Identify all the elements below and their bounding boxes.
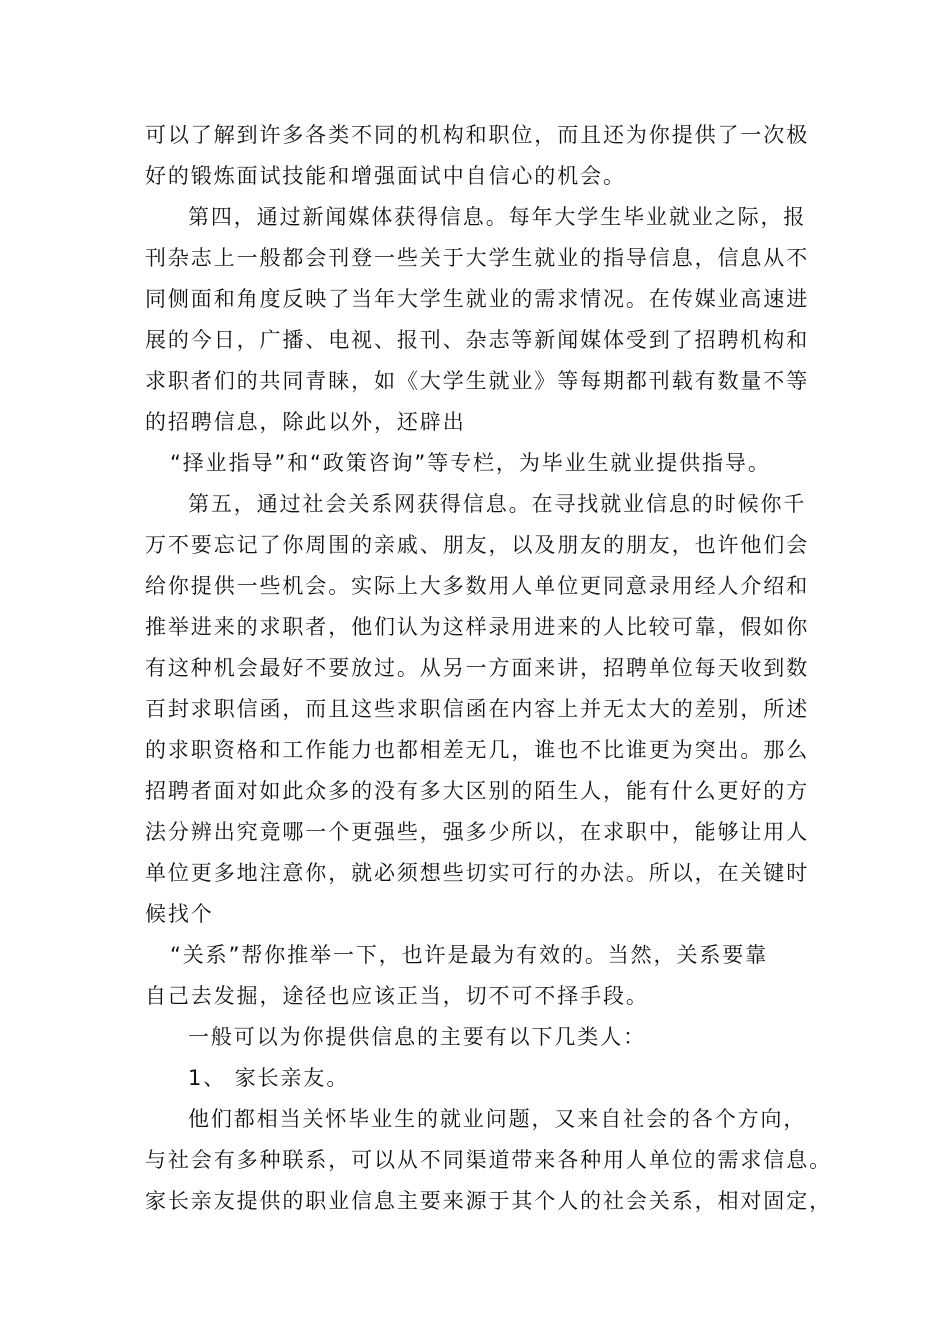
text-line: 的求职资格和工作能力也都相差无几，谁也不比谁更为突出。那么 [145, 738, 810, 762]
paragraph-start-line: 第四，通过新闻媒体获得信息。每年大学生毕业就业之际，报 [188, 205, 807, 229]
text-line: 家长亲友提供的职业信息主要来源于其个人的社会关系，相对固定， [145, 1189, 832, 1213]
paragraph-start-line: “关系”帮你推举一下，也许是最为有效的。当然，关系要靠 [170, 943, 769, 967]
text-line: 有这种机会最好不要放过。从另一方面来讲，招聘单位每天收到数 [145, 656, 810, 680]
text-line: 自己去发掘，途径也应该正当，切不可不择手段。 [145, 984, 649, 1008]
text-line: 万不要忘记了你周围的亲戚、朋友，以及朋友的朋友，也许他们会 [145, 533, 810, 557]
list-item-line: 1、 家长亲友。 [188, 1066, 350, 1090]
text-line: 刊杂志上一般都会刊登一些关于大学生就业的指导信息，信息从不 [145, 246, 810, 270]
text-line: 展的今日，广播、电视、报刊、杂志等新闻媒体受到了招聘机构和 [145, 328, 810, 352]
text-line: 给你提供一些机会。实际上大多数用人单位更同意录用经人介绍和 [145, 574, 810, 598]
text-line: 好的锻炼面试技能和增强面试中自信心的机会。 [145, 164, 626, 188]
text-line: 候找个 [145, 902, 214, 926]
text-line: 招聘者面对如此众多的没有多大区别的陌生人，能有什么更好的方 [145, 779, 810, 803]
text-line: 求职者们的共同青睐，如《大学生就业》等每期都刊载有数量不等 [145, 369, 810, 393]
paragraph-start-line: 一般可以为你提供信息的主要有以下几类人： [188, 1025, 646, 1049]
text-line: 法分辨出究竟哪一个更强些，强多少所以，在求职中，能够让用人 [145, 820, 810, 844]
text-line: 与社会有多种联系，可以从不同渠道带来各种用人单位的需求信息。 [145, 1148, 832, 1172]
paragraph-start-line: 他们都相当关怀毕业生的就业问题，又来自社会的各个方向， [188, 1107, 807, 1131]
text-line: 百封求职信函，而且这些求职信函在内容上并无太大的差别，所述 [145, 697, 810, 721]
text-line: 推举进来的求职者，他们认为这样录用进来的人比较可靠，假如你 [145, 615, 810, 639]
paragraph-start-line: “择业指导”和“政策咨询”等专栏，为毕业生就业提供指导。 [170, 451, 771, 475]
text-line: 可以了解到许多各类不同的机构和职位，而且还为你提供了一次极 [145, 123, 810, 147]
text-line: 的招聘信息，除此以外，还辟出 [145, 410, 466, 434]
paragraph-start-line: 第五，通过社会关系网获得信息。在寻找就业信息的时候你千 [188, 492, 807, 516]
text-line: 同侧面和角度反映了当年大学生就业的需求情况。在传媒业高速进 [145, 287, 810, 311]
text-line: 单位更多地注意你，就必须想些切实可行的办法。所以，在关键时 [145, 861, 810, 885]
